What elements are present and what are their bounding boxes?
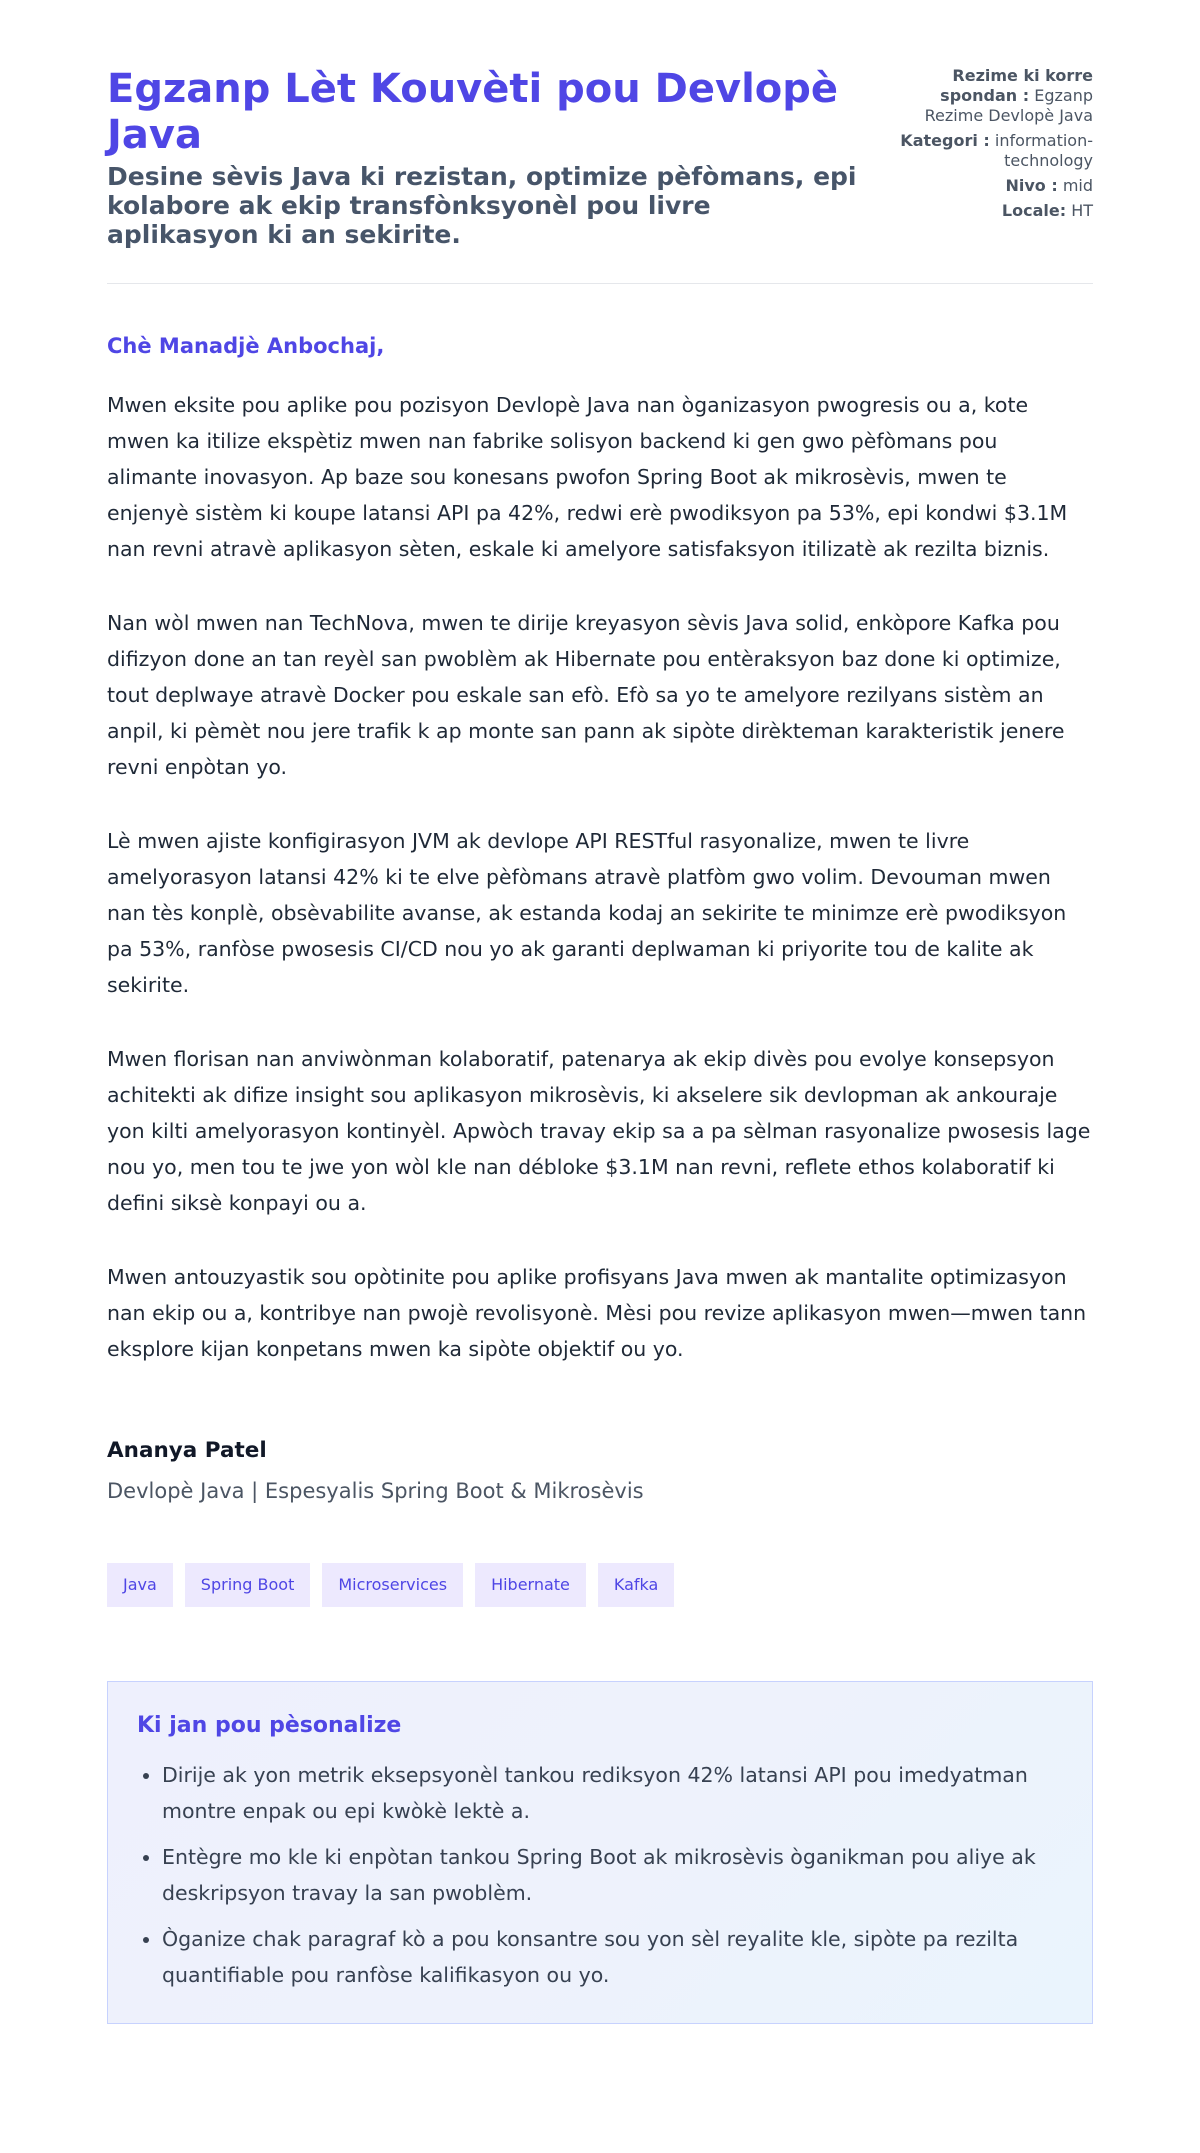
skill-tag: Kafka — [598, 1563, 674, 1607]
letter-body — [107, 332, 1093, 1367]
header-titles — [107, 66, 867, 249]
meta-category — [878, 131, 1093, 171]
letter-paragraph: Nan wòl mwen nan TechNova, mwen te dirije kreyasyon sèvis Java solid, enkòpore Kafka pou difizyon done an tan reyèl san pwoblèm ak Hibernate pou entèraksyon baz done ki optimize, tout deplwaye atravè Docker pou eskale san efò. Efò sa yo te amelyore rezilyans sistèm an anpil, ki pèmèt nou jere trafik k ap monte san pann ak sipòte dirèkteman karakteristik jenere revni enpòtan yo. — [107, 611, 1065, 779]
customize-tip: • Entègre mo kle ki enpòtan tankou Spring Boot ak mikrosèvis òganikman pou aliye ak deskripsyon travay la san pwoblèm. — [162, 1839, 1063, 1911]
salutation: Chè Manadjè Anbochaj, — [107, 334, 385, 358]
letter-header — [107, 66, 1093, 284]
page-title: Egzanp Lèt Kouvèti pou Devlopè Java — [107, 66, 839, 158]
skill-tag: Microservices — [322, 1563, 463, 1607]
meta-summary-value: Egzanp Rezime Devlopè Java — [924, 86, 1093, 125]
skill-tag: Hibernate — [475, 1563, 586, 1607]
customize-tip: • Dirije ak yon metrik eksepsyonèl tankou rediksyon 42% latansi API pou imedyatman montre enpak ou epi kwòkè lektè a. — [162, 1757, 1063, 1829]
meta-category-label: Kategori : — [900, 131, 990, 150]
meta-summary — [878, 66, 1093, 126]
meta-level-label: Nivo : — [1005, 176, 1058, 195]
skill-tag: Spring Boot — [185, 1563, 311, 1607]
customize-title: Ki jan pou pèsonalize — [137, 1713, 402, 1738]
meta-locale-label: Locale: — [1001, 201, 1067, 220]
signature-block — [107, 1436, 1093, 1506]
letter-paragraph: Mwen eksite pou aplike pou pozisyon Devlopè Java nan òganizasyon pwogresis ou a, kote mwen ka itilize ekspètiz mwen nan fabrike solisyon backend ki gen gwo pèfòmans pou alimante inovasyon. Ap baze sou konesans pwofon Spring Boot ak mikrosèvis, mwen te enjenyè sistèm ki koupe latansi API pa 42%, redwi erè pwodiksyon pa 53%, epi kondwi $3.1M nan revni atravè aplikasyon sèten, eskale ki amelyore satisfaksyon itilizatè ak rezilta biznis. — [107, 393, 1068, 561]
meta-panel — [878, 66, 1093, 226]
letter-paragraph: Lè mwen ajiste konfigirasyon JVM ak devlope API RESTful rasyonalize, mwen te livre amelyorasyon latansi 42% ki te elve pèfòmans atravè platfòm gwo volim. Devouman mwen nan tès konplè, obsèvabilite avanse, ak estanda kodaj an sekirite te minimze erè pwodiksyon pa 53%, ranfòse pwosesis CI/CD nou yo ak garanti deplwaman ki priyorite tou de kalite ak sekirite. — [107, 829, 1067, 997]
signature-name: Ananya Patel — [107, 1438, 267, 1463]
signature-title: Devlopè Java | Espesyalis Spring Boot & Mikrosèvis — [107, 1479, 644, 1503]
skill-tag: Java — [107, 1563, 173, 1607]
letter-paragraph: Mwen antouzyastik sou opòtinite pou aplike profisyans Java mwen ak mantalite optimizasyon nan ekip ou a, kontribye nan pwojè revolisyonè. Mèsi pou revize aplikasyon mwen—mwen tann eksplore kijan konpetans mwen ka sipòte objektif ou yo. — [107, 1265, 1087, 1361]
skill-tags — [107, 1563, 1093, 1607]
page-subtitle: Desine sèvis Java ki rezistan, optimize pèfòmans, epi kolabore ak ekip transfònksyonèl pou livre aplikasyon ki an sekirite. — [107, 162, 857, 249]
meta-locale-value: HT — [1071, 201, 1093, 220]
meta-level — [878, 176, 1093, 196]
customize-tips-list — [137, 1757, 1063, 1993]
meta-summary-label: Rezime ki korre spondan : — [940, 66, 1093, 105]
letter-paragraph: Mwen florisan nan anviwònman kolaboratif, patenarya ak ekip divès pou evolye konsepsyon achitekti ak difize insight sou aplikasyon mikrosèvis, ki akselere sik devlopman ak ankouraje yon kilti amelyorasyon kontinyèl. Apwòch travay ekip sa a pa sèlman rasyonalize pwosesis lage nou yo, men tou te jwe yon wòl kle nan débloke $3.1M nan revni, reflete ethos kolaboratif ki defini siksè konpayi ou a. — [107, 1047, 1091, 1215]
customize-tip: • Òganize chak paragraf kò a pou konsantre sou yon sèl reyalite kle, sipòte pa rezilta quantifiable pou ranfòse kalifikasyon ou yo. — [162, 1921, 1063, 1993]
customize-tips-box — [107, 1681, 1093, 2024]
meta-level-value: mid — [1062, 176, 1093, 195]
meta-locale — [878, 201, 1093, 221]
meta-category-value: information-technology — [994, 131, 1093, 170]
